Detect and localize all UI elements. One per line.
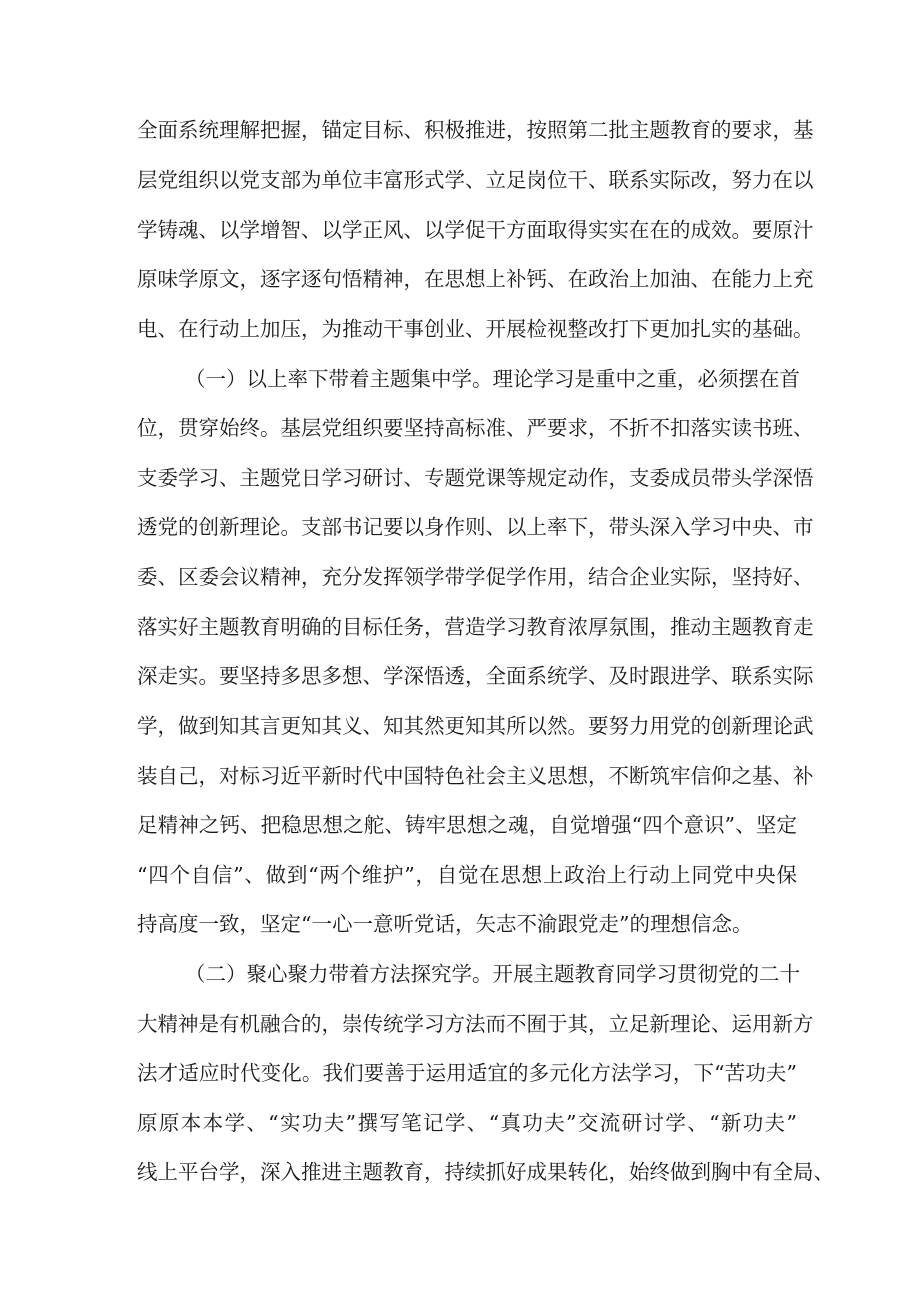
paragraph-heading-line: （二）聚心聚力带着方法探究学。开展主题教育同学习贯彻党的二十	[185, 962, 800, 986]
text-line: 法才适应时代变化。我们要善于运用适宜的多元化方法学习，下“苦功夫”	[137, 1061, 797, 1085]
text-line: 学，做到知其言更知其义、知其然更知其所以然。要努力用党的创新理论武	[137, 714, 814, 738]
text-line: 学铸魂、以学增智、以学正风、以学促干方面取得实实在在的成效。要原汁	[137, 218, 814, 242]
text-line: 透党的创新理论。支部书记要以身作则、以上率下，带头深入学习中央、市	[137, 515, 814, 539]
text-line: 深走实。要坚持多思多想、学深悟透，全面系统学、及时跟进学、联系实际	[137, 664, 814, 688]
text-line: 位，贯穿始终。基层党组织要坚持高标准、严要求，不折不扣落实读书班、	[137, 416, 814, 440]
text-line: 原原本本学、“实功夫”撰写笔记学、“真功夫”交流研讨学、“新功夫”	[137, 1111, 797, 1135]
text-line: 电、在行动上加压，为推动干事创业、开展检视整改打下更加扎实的基础。	[137, 317, 814, 341]
text-line: 委、区委会议精神，充分发挥领学带学促学作用，结合企业实际，坚持好、	[137, 565, 814, 589]
text-line: 足精神之钙、把稳思想之舵、铸牢思想之魂，自觉增强“四个意识”、坚定	[137, 813, 797, 837]
text-line: “四个自信”、做到“两个维护”，自觉在思想上政治上行动上同党中央保	[137, 863, 797, 887]
text-line: 大精神是有机融合的，崇传统学习方法而不囿于其，立足新理论、运用新方	[137, 1012, 814, 1036]
paragraph-heading-line: （一）以上率下带着主题集中学。理论学习是重中之重，必须摆在首	[185, 367, 800, 391]
text-line: 原味学原文，逐字逐句悟精神，在思想上补钙、在政治上加油、在能力上充	[137, 267, 814, 291]
text-line: 全面系统理解把握，锚定目标、积极推进，按照第二批主题教育的要求，基	[137, 118, 814, 142]
text-line: 持高度一致，坚定“一心一意听党话，矢志不渝跟党走”的理想信念。	[137, 912, 753, 936]
text-line: 装自己，对标习近平新时代中国特色社会主义思想，不断筑牢信仰之基、补	[137, 764, 814, 788]
text-line: 落实好主题教育明确的目标任务，营造学习教育浓厚氛围，推动主题教育走	[137, 615, 814, 639]
text-line: 支委学习、主题党日学习研讨、专题党课等规定动作，支委成员带头学深悟	[137, 466, 814, 490]
text-line: 层党组织以党支部为单位丰富形式学、立足岗位干、联系实际改，努力在以	[137, 168, 814, 192]
text-line: 线上平台学，深入推进主题教育，持续抓好成果转化，始终做到胸中有全局、	[137, 1160, 834, 1184]
